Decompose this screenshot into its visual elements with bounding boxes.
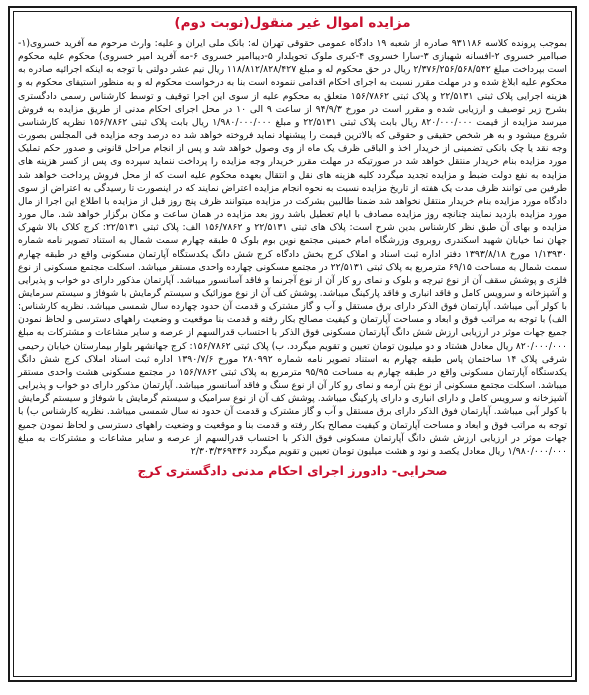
notice-body: بموجب پرونده کلاسه ۹۳۱۱۸۶ صادره از شعبه ۱۹ دادگاه عمومی حقوقی تهران له: بانک ملی ایران و علیه: وارث مرحوم مه آفرید خسروی(۱-صباامیر خسروی ۲-افسانه شهبازی ۳-سارا خسروی ۴-کبری ملوک تحویلدار ۵-دیباامیر خسروی ۶-مه آفرید امیر خسروی) محکوم علیه محکوم است بپرداخت مبلغ ۲/۳۷۶/۲۵۶/۵۶۸/۵۴۲ ریال در حق محکوم له و مبلغ ۱۱۸/۸۱۲/۸۲۸/۴۲۷ ریال نیم عشر دولتی با توجه به اینکه اجرائیه صادره به محکوم علیه ابلاغ شده و در مهلت مقرر نسبت به اجرای احکام اقدامی ننموده است بنا به درخواست محکوم له و به منظور استیفای محکوم به و هزینه اجرایی پلاک ثبتی ۲۲/۵۱۳۱ و پلاک ثبتی ۱۵۶/۷۸۶۲ متعلق به محکوم علیه از سوی این اجرا توقیف و توسط کارشناس رسمی دادگستری بشرح زیر توصیف و ارزیابی شده و مقرر است در مورخ ۹۴/۹/۳ از ساعت ۹ الی ۱۰ در محل اجرای احکام مدنی از طریق مزایده به فروش میرسد مزایده از قیمت ۸۲۰/۰۰۰/۰۰۰ ریال بابت پلاک ثبتی ۲۲/۵۱۳۱ و مبلغ ۱/۹۸۰/۰۰۰/۰۰۰ ریال بابت پلاک ثبتی ۱۵۶/۷۸۶۲ نظریه کارشناسی شروع میشود و به هر شخص حقیقی و حقوقی که بالاترین قیمت را پیشنهاد نماید فروخته خواهد شد ده درصد وجه مزایده فی المجلس بصورت وجه نقد یا چک بانکی تضمینی از خریدار اخذ و الباقی ظرف یک ماه از وی وصول خواهد شد و پس از انجام مراحل قانونی و صدور حکم تملیک مورد مزایده بنام خریدار منتقل خواهد شد در صورتیکه در مهلت مقرر خریدار وجه مزایده را پرداخت ننماید سپرده وی پس از کسر هزینه های مزایده به نفع دولت ضبط و مزایده تجدید میگردد کلیه هزینه های نقل و انتقال بعهده محکوم علیه است که از محل فروش پرداخت خواهد شد طرفین می توانند ظرف مدت یک هفته از تاریخ مزایده نسبت به نحوه انجام مزایده اعتراض نمایند که در اینصورت تا رسیدگی به اعتراض از سوی دادگاه مورد مزایده بنام خریدار منتقل نخواهد شد ضمنا طالبین بشرکت در مزایده میتوانند ظرف پنج روز قبل از مزایده با اطلاع این اجرا از مال مورد مزایده بازدید نمایند چنانچه روز مزایده مصادف با ایام تعطیل باشد روز بعد مزایده در همان ساعت و مکان برگزار خواهد شد. مال مورد مزایده و بهای آن طبق نظر کارشناس بدین شرح است: پلاک های ثبتی ۲۲/۵۱۳۱ و ۱۵۶/۷۸۶۲ الف: پلاک ثبتی ۲۲/۵۱۳۱: کرج کلاک بالا شهرک جهان نما خیابان شهید اسکندری روبروی وزرشگاه امام خمینی مجتمع نوین بوم بلوک ۵ طبقه چهارم سمت شمال به استناد تصویر نامه شماره ۱/۱۳۹۳۰ مورخ ۱۳۹۳/۸/۱۸ دفتر اداره ثبت اسناد و املاک کرج بخش دادگاه کرج شش دانگ یکدستگاه آپارتمان مسکونی واقع در طبقه چهارم سمت شمال به مساحت ۶۹/۱۵ مترمربع به پلاک ثبتی ۲۲/۵۱۳۱ در مجتمع مسکونی چهارده واحدی مستقر میباشد. اسکلت مجتمع مسکونی از نوع فلزی و پوشش سقف آن از نوع تیرچه و بلوک و نمای رو کار آن از نوع آجرنما و فاقد آسانسور میباشد. آپارتمان مذکور دارای دو خواب و پذیرایی و آشپزخانه و سرویس کامل و فاقد انباری و فاقد پارکینگ میباشد. پوشش کف آن از نوع موزائیک و سیستم گرمایش با شوفاژ و سیستم سرمایش با کولر آبی میباشد. آپارتمان فوق الذکر دارای برق مستقل و آب و گاز مشترک و قدمت آن حدود چهارده سال شمسی میباشد. نظریه کارشناس: الف) با توجه به مراتب فوق و ابعاد و مساحت آپارتمان و کیفیت مصالح بکار رفته و قدمت بنا موقعیت و وضعیت راههای دسترسی و لحاظ نمودن جمیع جهات موثر در ارزیابی ارزش شش دانگ آپارتمان مسکونی فوق الذکر با احتساب قدرالسهم از عرصه و سایر مشاعات و مشترکات به مبلغ ۸۲۰/۰۰۰/۰۰۰ ریال معادل هشتاد و دو میلیون تومان تعیین و تقویم میگردد. ب) پلاک ثبتی ۱۵۶/۷۸۶۲: کرج جهانشهر بلوار بیمارستان خیابان رحیمی شرقی پلاک ۱۴ ساختمان پاس طبقه چهارم به استناد تصویر نامه شماره ۲۸۰۹۹۲ مورخ ۱۳۹۰/۷/۶ اداره ثبت اسناد املاک کرج شش دانگ یکدستگاه آپارتمان مسکونی واقع در طبقه چهارم به مساحت ۹۵/۹۵ مترمربع به پلاک ثبتی ۱۵۶/۷۸۶۲ در مجتمع مسکونی هشت واحدی مستقر میباشد. اسکلت مجتمع مسکونی از نوع بتن آرمه و نمای رو کار آن از نوع سنگ و فاقد آسانسور میباشد. آپارتمان مذکور دارای دو خواب و پذیرایی آشپزخانه و سرویس کامل و دارای انباری و دارای پارکینگ میباشد. پوشش کف آن از نوع سرامیک و سیستم گرمایش با شوفاژ و سیستم گرمایش با کولر آبی میباشد. آپارتمان فوق الذکر دارای برق مستقل و آب و گاز مشترک و قدمت آن حدود نه سال شمسی میباشد. نظریه کارشناس ب) با توجه به مراتب فوق و ابعاد و مساحت آپارتمان و کیفیت مصالح بکار رفته و قدمت بنا و موقعیت و وضعیت راههای دسترسی و لحاظ نمودن جمیع جهات موثر در ارزیابی ارزش شش دانگ آپارتمان مسکونی فوق الذکر با احتساب قدرالسهم از عرصه و سایر مشاعات و مشترکات به مبلغ ۱/۹۸۰/۰۰۰/۰۰۰ ریال معادل یکصد و نود و هشت میلیون تومان تعیین و تقویم میگردد ۲/۳۰۳/۳۶۹۴۳۶	[18, 38, 568, 457]
notice-signature: صحرایی- دادورز اجرای احکام مدنی دادگستری کرج	[137, 463, 448, 478]
notice-title: مزایده اموال غیر منقول(نوبت دوم)	[174, 15, 411, 31]
auction-notice	[8, 6, 577, 682]
